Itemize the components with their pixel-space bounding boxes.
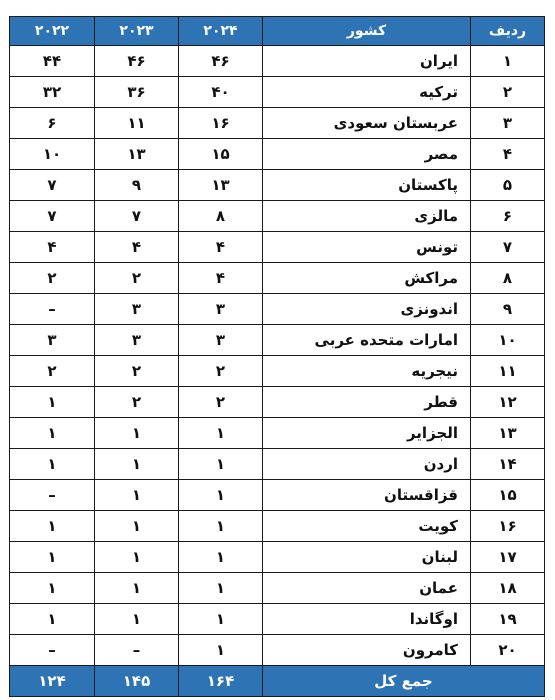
value-2022-cell: ۶ — [10, 108, 95, 139]
header-year-2022: ۲۰۲۲ — [10, 17, 95, 46]
value-2022-cell: ۱ — [10, 418, 95, 449]
country-ranking-table — [9, 16, 545, 697]
value-2023-cell: ۲ — [95, 263, 179, 294]
table-row — [10, 449, 545, 480]
header-row — [10, 17, 545, 46]
value-2023-cell: ۳۶ — [95, 77, 179, 108]
rank-cell: ۲ — [471, 77, 545, 108]
total-2024: ۱۶۴ — [179, 666, 263, 697]
value-2024-cell: ۳ — [179, 294, 263, 325]
value-2024-cell: ۱ — [179, 449, 263, 480]
table-row — [10, 170, 545, 201]
value-2022-cell: ۴۴ — [10, 46, 95, 77]
table-row — [10, 294, 545, 325]
table-row — [10, 77, 545, 108]
value-2024-cell: ۱۳ — [179, 170, 263, 201]
country-cell: نیجریه — [263, 356, 471, 387]
country-cell: مالزی — [263, 201, 471, 232]
header-year-2023: ۲۰۲۳ — [95, 17, 179, 46]
header-country: کشور — [263, 17, 471, 46]
value-2022-cell: ۱ — [10, 387, 95, 418]
value-2023-cell: ۲ — [95, 356, 179, 387]
value-2024-cell: ۴ — [179, 232, 263, 263]
table-row — [10, 356, 545, 387]
country-cell: اوگاندا — [263, 604, 471, 635]
value-2022-cell: ۴ — [10, 232, 95, 263]
rank-cell: ۹ — [471, 294, 545, 325]
value-2023-cell: ۷ — [95, 201, 179, 232]
country-cell: تونس — [263, 232, 471, 263]
country-cell: الجزایر — [263, 418, 471, 449]
value-2022-cell: ۳ — [10, 325, 95, 356]
value-2022-cell: ۱ — [10, 604, 95, 635]
value-2022-cell: – — [10, 480, 95, 511]
value-2024-cell: ۲ — [179, 356, 263, 387]
rank-cell: ۷ — [471, 232, 545, 263]
header-rank: ردیف — [471, 17, 545, 46]
table-row — [10, 418, 545, 449]
value-2023-cell: ۱ — [95, 604, 179, 635]
value-2024-cell: ۱ — [179, 418, 263, 449]
country-cell: اردن — [263, 449, 471, 480]
value-2022-cell: ۲ — [10, 263, 95, 294]
table-row — [10, 604, 545, 635]
table-row — [10, 139, 545, 170]
country-cell: ترکیه — [263, 77, 471, 108]
rank-cell: ۸ — [471, 263, 545, 294]
value-2022-cell: ۳۲ — [10, 77, 95, 108]
value-2022-cell: ۱ — [10, 511, 95, 542]
value-2023-cell: ۱۱ — [95, 108, 179, 139]
totals-row — [10, 666, 545, 697]
table-row — [10, 263, 545, 294]
value-2023-cell: ۱ — [95, 418, 179, 449]
country-cell: کامرون — [263, 635, 471, 666]
country-cell: لبنان — [263, 542, 471, 573]
value-2024-cell: ۱۵ — [179, 139, 263, 170]
country-cell: کویت — [263, 511, 471, 542]
rank-cell: ۱۱ — [471, 356, 545, 387]
rank-cell: ۲۰ — [471, 635, 545, 666]
value-2022-cell: ۱ — [10, 542, 95, 573]
value-2022-cell: ۷ — [10, 170, 95, 201]
value-2023-cell: ۹ — [95, 170, 179, 201]
rank-cell: ۶ — [471, 201, 545, 232]
value-2024-cell: ۸ — [179, 201, 263, 232]
country-cell: اندونزی — [263, 294, 471, 325]
value-2024-cell: ۱ — [179, 542, 263, 573]
value-2024-cell: ۱۶ — [179, 108, 263, 139]
table-header — [10, 17, 545, 46]
value-2022-cell: ۱ — [10, 573, 95, 604]
value-2024-cell: ۲ — [179, 387, 263, 418]
value-2023-cell: ۳ — [95, 325, 179, 356]
value-2024-cell: ۴ — [179, 263, 263, 294]
value-2022-cell: – — [10, 635, 95, 666]
country-cell: مراکش — [263, 263, 471, 294]
value-2023-cell: ۱ — [95, 511, 179, 542]
value-2023-cell: ۱ — [95, 480, 179, 511]
value-2022-cell: ۲ — [10, 356, 95, 387]
value-2023-cell: ۱ — [95, 573, 179, 604]
value-2024-cell: ۳ — [179, 325, 263, 356]
value-2023-cell: ۴ — [95, 232, 179, 263]
total-2023: ۱۴۵ — [95, 666, 179, 697]
country-cell: قزاقستان — [263, 480, 471, 511]
header-year-2024: ۲۰۲۴ — [179, 17, 263, 46]
rank-cell: ۱۲ — [471, 387, 545, 418]
country-cell: ایران — [263, 46, 471, 77]
total-2022: ۱۲۴ — [10, 666, 95, 697]
totals-label: جمع کل — [263, 666, 545, 697]
rank-cell: ۱ — [471, 46, 545, 77]
rank-cell: ۱۶ — [471, 511, 545, 542]
value-2024-cell: ۴۰ — [179, 77, 263, 108]
table-footer — [10, 666, 545, 697]
country-cell: پاکستان — [263, 170, 471, 201]
value-2023-cell: ۱۳ — [95, 139, 179, 170]
rank-cell: ۵ — [471, 170, 545, 201]
rank-cell: ۱۷ — [471, 542, 545, 573]
rank-cell: ۱۰ — [471, 325, 545, 356]
value-2023-cell: ۱ — [95, 449, 179, 480]
table-row — [10, 542, 545, 573]
value-2022-cell: ۱ — [10, 449, 95, 480]
value-2023-cell: ۴۶ — [95, 46, 179, 77]
value-2023-cell: ۱ — [95, 542, 179, 573]
table-row — [10, 232, 545, 263]
value-2023-cell: – — [95, 635, 179, 666]
rank-cell: ۱۴ — [471, 449, 545, 480]
value-2024-cell: ۱ — [179, 635, 263, 666]
value-2024-cell: ۱ — [179, 511, 263, 542]
rank-cell: ۴ — [471, 139, 545, 170]
rank-cell: ۱۸ — [471, 573, 545, 604]
rank-cell: ۱۵ — [471, 480, 545, 511]
rank-cell: ۱۳ — [471, 418, 545, 449]
table-row — [10, 108, 545, 139]
table-row — [10, 511, 545, 542]
value-2024-cell: ۱ — [179, 573, 263, 604]
rank-cell: ۳ — [471, 108, 545, 139]
rank-cell: ۱۹ — [471, 604, 545, 635]
table-row — [10, 387, 545, 418]
value-2022-cell: ۷ — [10, 201, 95, 232]
table-body — [10, 46, 545, 666]
table-row — [10, 480, 545, 511]
value-2024-cell: ۱ — [179, 604, 263, 635]
country-cell: امارات متحده عربی — [263, 325, 471, 356]
country-cell: عمان — [263, 573, 471, 604]
value-2023-cell: ۳ — [95, 294, 179, 325]
country-cell: مصر — [263, 139, 471, 170]
value-2024-cell: ۴۶ — [179, 46, 263, 77]
table-row — [10, 325, 545, 356]
value-2023-cell: ۲ — [95, 387, 179, 418]
table-row — [10, 573, 545, 604]
value-2022-cell: ۱۰ — [10, 139, 95, 170]
table-row — [10, 635, 545, 666]
country-cell: عربستان سعودی — [263, 108, 471, 139]
value-2022-cell: – — [10, 294, 95, 325]
country-cell: قطر — [263, 387, 471, 418]
value-2024-cell: ۱ — [179, 480, 263, 511]
table-row — [10, 201, 545, 232]
table-row — [10, 46, 545, 77]
